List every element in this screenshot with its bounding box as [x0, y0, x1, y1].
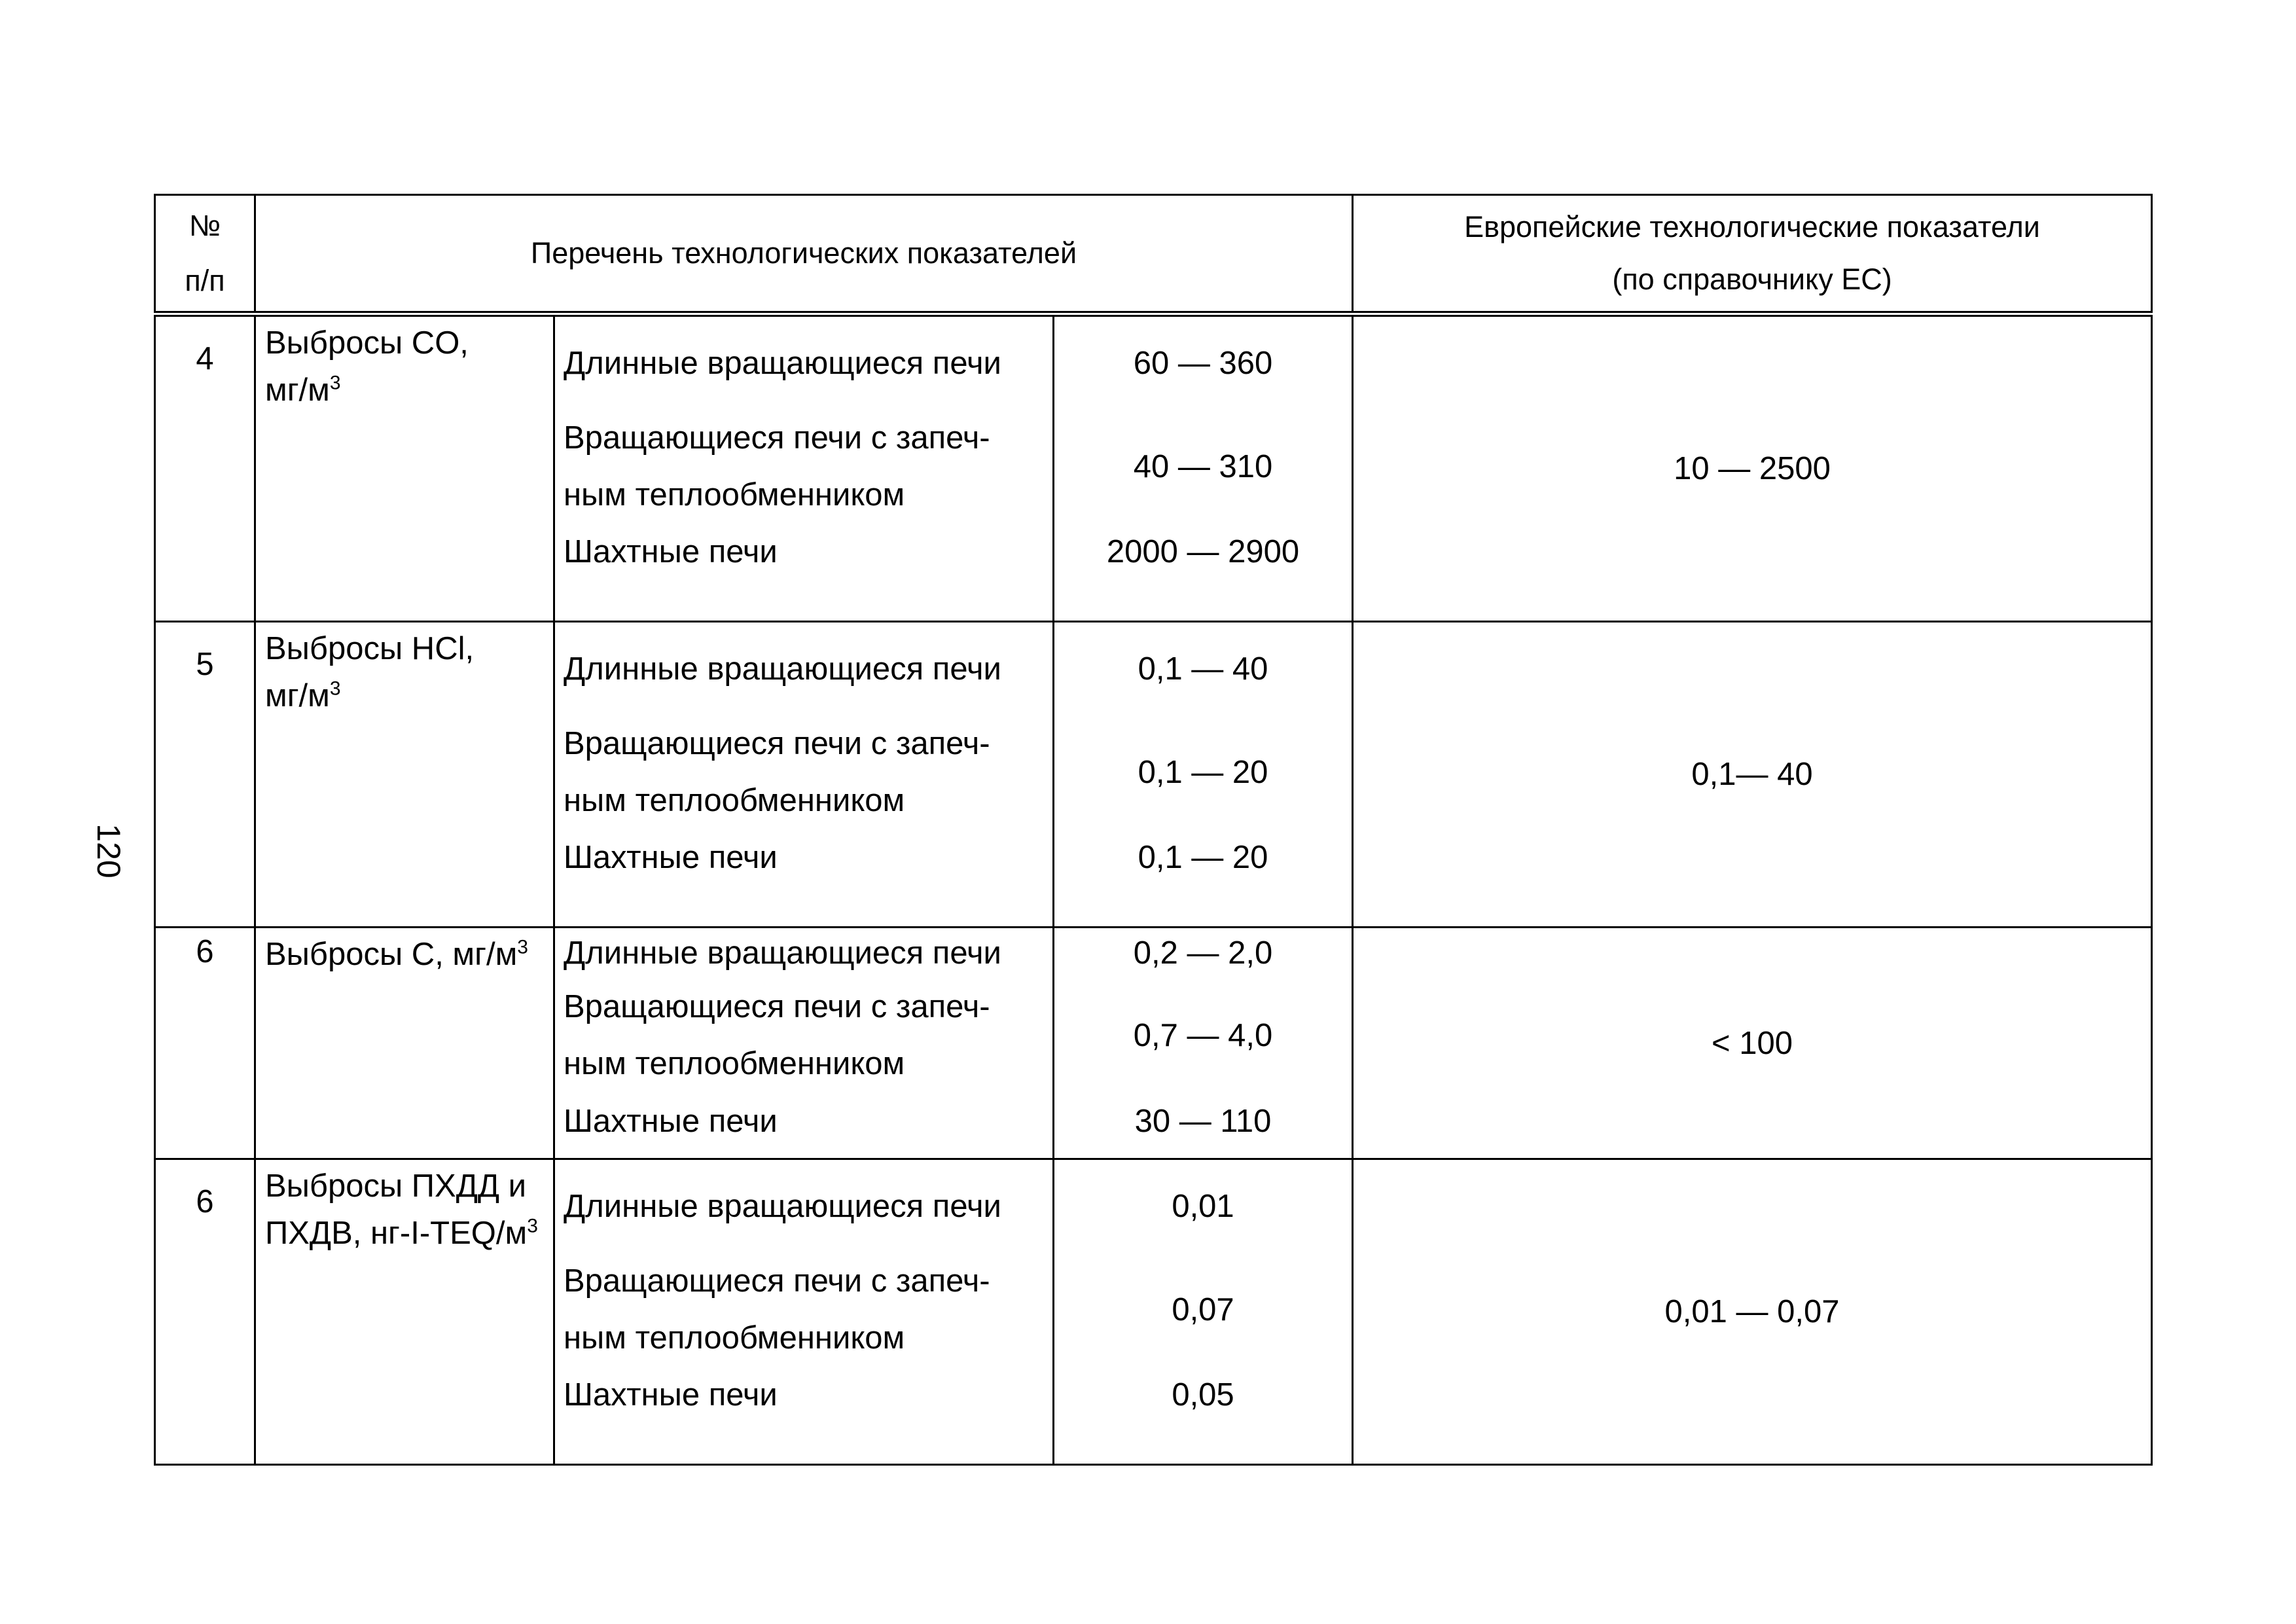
values-cell — [1054, 314, 1353, 622]
header-eu-label-line1: Европейские технологические показатели — [1464, 210, 2040, 244]
header-number-label: № — [188, 209, 221, 242]
value-long: 0,1 — 40 — [1138, 651, 1268, 687]
value-preheater: 0,7 — 4,0 — [1133, 1017, 1273, 1053]
kiln-preheater: Вращающиеся печи с запеч-ным теплообменником — [564, 1263, 990, 1356]
kiln-long: Длинные вращающиеся печи — [564, 1189, 1001, 1224]
header-number-label-2: п/п — [185, 264, 225, 297]
value-shaft: 30 — 110 — [1134, 1104, 1272, 1139]
indicator-line1: Выбросы CO, — [265, 325, 469, 361]
kiln-types-cell — [554, 1159, 1054, 1465]
kiln-types-cell — [554, 314, 1054, 622]
value-shaft: 0,05 — [1172, 1377, 1234, 1413]
value-preheater: 40 — 310 — [1133, 448, 1273, 484]
value-preheater: 0,1 — 20 — [1138, 754, 1268, 790]
header-indicator-list-label: Перечень технологических показателей — [530, 236, 1077, 270]
table-row — [155, 928, 2152, 1159]
kiln-preheater: Вращающиеся печи с запеч-ным теплообменником — [564, 726, 990, 818]
eu-value: < 100 — [1353, 928, 2152, 1159]
row-number: 5 — [155, 622, 255, 928]
indicator-cell — [255, 1159, 554, 1465]
value-shaft: 0,1 — 20 — [1138, 840, 1268, 875]
indicator-line1: Выбросы HCl, — [265, 631, 475, 666]
row-number: 6 — [155, 928, 255, 1159]
kiln-shaft: Шахтные печи — [564, 1377, 778, 1413]
eu-value: 10 — 2500 — [1353, 314, 2152, 622]
table-row — [155, 314, 2152, 622]
indicator-line2: $мг/м^3$ — [265, 372, 341, 408]
header-eu-label-line2: (по справочнику ЕС) — [1612, 262, 1892, 296]
kiln-long: Длинные вращающиеся печи — [564, 651, 1001, 687]
header-number — [155, 195, 255, 314]
value-long: 0,01 — [1172, 1189, 1234, 1224]
kiln-shaft: Шахтные печи — [564, 1104, 778, 1139]
eu-value: 0,1— 40 — [1353, 622, 2152, 928]
value-shaft: 2000 — 2900 — [1106, 534, 1300, 569]
row-number: 6 — [155, 1159, 255, 1465]
page-number: 120 — [90, 823, 127, 878]
kiln-shaft: Шахтные печи — [564, 534, 778, 569]
indicator-line2: $мг/м^3$ — [265, 677, 341, 713]
eu-value: 0,01 — 0,07 — [1353, 1159, 2152, 1465]
kiln-preheater: Вращающиеся печи с запеч-ным теплообменником — [564, 420, 990, 513]
table-row — [155, 622, 2152, 928]
indicator-cell — [255, 622, 554, 928]
kiln-types-cell — [554, 928, 1054, 1159]
kiln-types-cell — [554, 622, 1054, 928]
values-cell — [1054, 622, 1353, 928]
indicator-line1: Выбросы С, $мг/м^3$ — [265, 936, 528, 972]
value-long: 60 — 360 — [1133, 346, 1273, 381]
table-row — [155, 1159, 2152, 1465]
kiln-long: Длинные вращающиеся печи — [564, 346, 1001, 381]
values-cell — [1054, 1159, 1353, 1465]
indicator-cell — [255, 314, 554, 622]
header-eu-indicators — [1353, 195, 2152, 314]
row-number: 4 — [155, 314, 255, 622]
indicator-line2: ПХДВ, $нг-I-TEQ/м^3$ — [265, 1215, 538, 1251]
kiln-shaft: Шахтные печи — [564, 840, 778, 875]
indicator-cell — [255, 928, 554, 1159]
indicator-line1: Выбросы ПХДД и — [265, 1168, 527, 1204]
value-long: 0,2 — 2,0 — [1133, 935, 1273, 971]
value-preheater: 0,07 — [1172, 1291, 1234, 1327]
emissions-table — [154, 194, 2153, 1466]
kiln-long: Длинные вращающиеся печи — [564, 935, 1001, 971]
values-cell — [1054, 928, 1353, 1159]
table-header-row — [155, 195, 2152, 314]
kiln-preheater: Вращающиеся печи с запеч-ным теплообменником — [564, 989, 990, 1081]
header-indicator-list — [255, 195, 1353, 314]
